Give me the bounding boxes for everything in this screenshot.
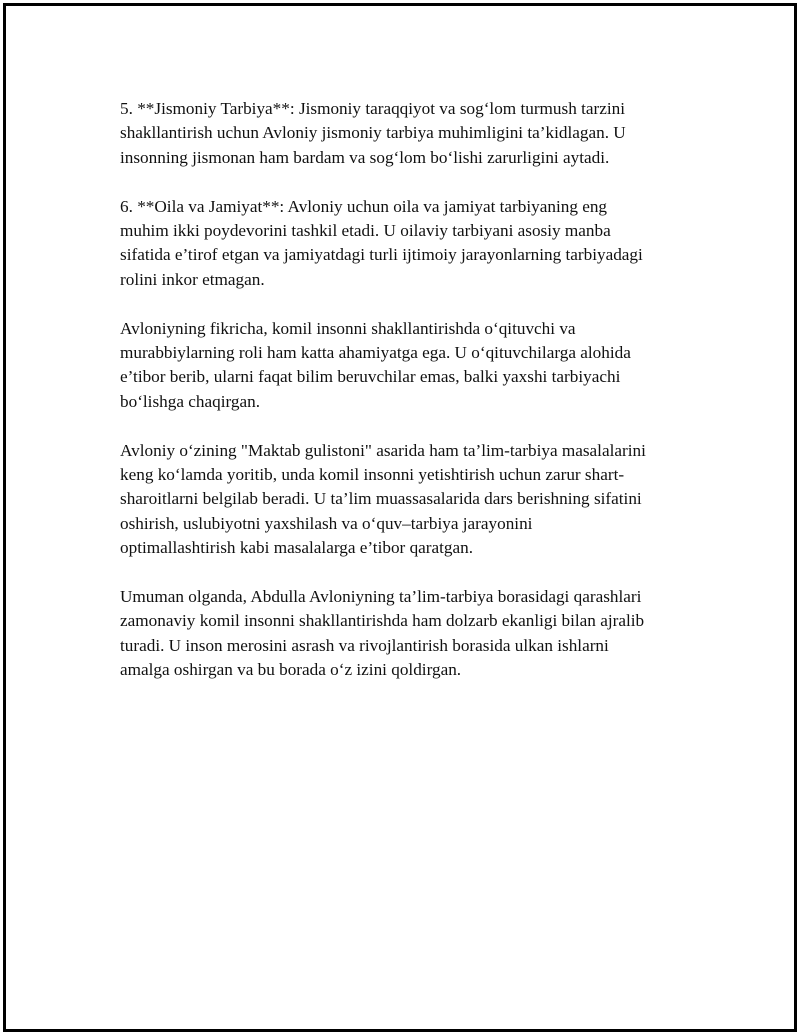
- text-line: Umuman olganda, Abdulla Avloniyning ta’lim-tarbiya borasidagi qarashlari: [120, 587, 642, 607]
- text-line: rolini inkor etmagan.: [120, 269, 265, 289]
- text-line: turadi. U inson merosini asrash va rivojlantirish borasida ulkan ishlarni: [120, 635, 609, 655]
- paragraph-oqituvchi-roli: [120, 317, 710, 415]
- text-line: murabbiylarning roli ham katta ahamiyatga ega. U o‘qituvchilarga alohida: [120, 343, 631, 363]
- text-line: amalga oshirgan va bu borada o‘z izini qoldirgan.: [120, 660, 462, 680]
- text-line: shakllantirish uchun Avloniy jismoniy tarbiya muhimligini ta’kidlagan. U: [120, 123, 626, 143]
- text-line: Avloniyning fikricha, komil insonni shakllantirishda o‘qituvchi va: [120, 318, 576, 338]
- text-line: sharoitlarni belgilab beradi. U ta’lim muassasalarida dars berishning sifatini: [120, 489, 642, 509]
- paragraph-xulosa: [120, 585, 710, 683]
- page-frame: [3, 3, 797, 1032]
- text-line: insonning jismonan ham bardam va sog‘lom bo‘lishi zarurligini aytadi.: [120, 147, 610, 167]
- text-line: muhim ikki poydevorini tashkil etadi. U oilaviy tarbiyani asosiy manba: [120, 221, 611, 241]
- text-line: e’tibor berib, ularni faqat bilim beruvchilar emas, balki yaxshi tarbiyachi: [120, 367, 621, 387]
- text-line: bo‘lishga chaqirgan.: [120, 391, 261, 411]
- text-line: zamonaviy komil insonni shakllantirishda ham dolzarb ekanligi bilan ajralib: [120, 611, 645, 631]
- text-line: sifatida e’tirof etgan va jamiyatdagi turli ijtimoiy jarayonlarning tarbiyadagi: [120, 245, 643, 265]
- paragraph-jismoniy-tarbiya: [120, 97, 710, 170]
- text-line: 6. **Oila va Jamiyat**: Avloniy uchun oila va jamiyat tarbiyaning eng: [120, 196, 608, 216]
- document-body: [120, 97, 710, 707]
- text-line: 5. **Jismoniy Tarbiya**: Jismoniy taraqqiyot va sog‘lom turmush tarzini: [120, 99, 625, 118]
- text-line: optimallashtirish kabi masalalarga e’tibor qaratgan.: [120, 538, 474, 558]
- paragraph-oila-va-jamiyat: [120, 195, 710, 293]
- text-line: Avloniy o‘zining "Maktab gulistoni" asarida ham ta’lim-tarbiya masalalarini: [120, 440, 646, 460]
- text-line: oshirish, uslubiyotni yaxshilash va o‘quv–tarbiya jarayonini: [120, 513, 533, 533]
- paragraph-maktab-gulistoni: [120, 439, 710, 561]
- text-line: keng ko‘lamda yoritib, unda komil insonni yetishtirish uchun zarur shart-: [120, 465, 625, 485]
